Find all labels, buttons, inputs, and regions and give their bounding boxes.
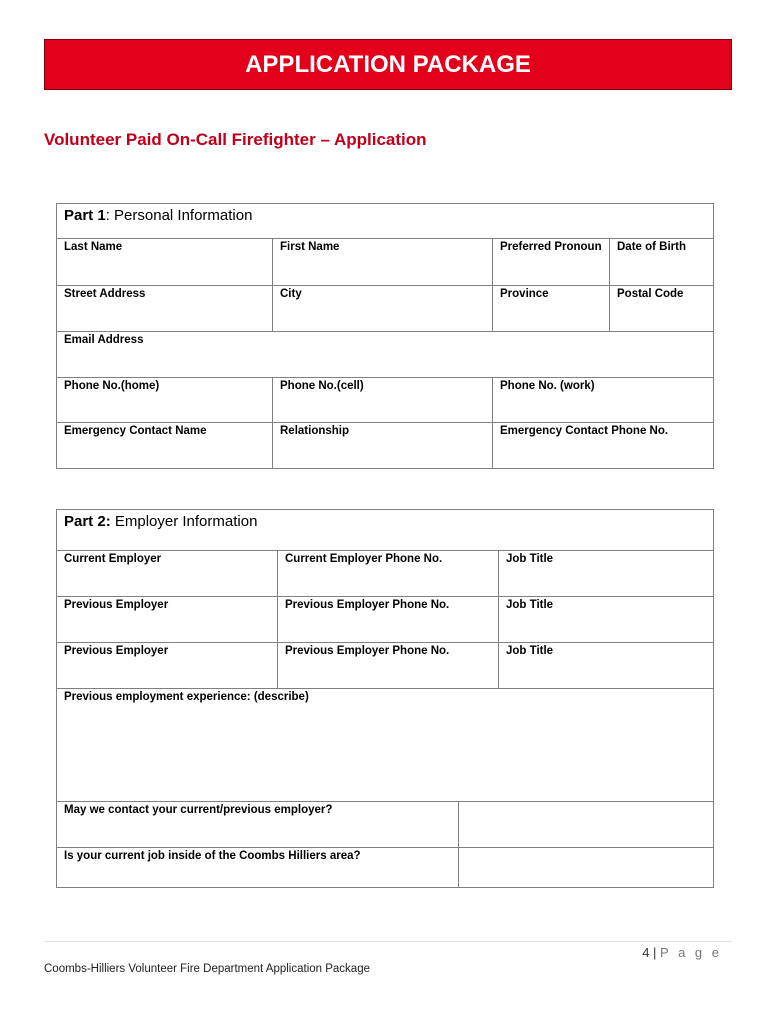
may-we-contact-label: May we contact your current/previous employer?	[57, 802, 459, 848]
relationship-field[interactable]: Relationship	[273, 423, 493, 469]
previous-employer-phone-field[interactable]: Previous Employer Phone No.	[278, 597, 499, 643]
phone-work-field[interactable]: Phone No. (work)	[493, 378, 714, 423]
previous-experience-field[interactable]: Previous employment experience: (describe)	[57, 689, 714, 802]
employer-information-table	[56, 509, 714, 802]
previous-job-title-field-2[interactable]: Job Title	[499, 643, 714, 689]
phone-cell-field[interactable]: Phone No.(cell)	[273, 378, 493, 423]
may-we-contact-answer[interactable]	[459, 802, 714, 848]
city-field[interactable]: City	[273, 286, 493, 332]
form-subtitle: Volunteer Paid On-Call Firefighter – Application	[44, 130, 427, 149]
job-inside-area-answer[interactable]	[459, 848, 714, 888]
date-of-birth-field[interactable]: Date of Birth	[610, 239, 714, 286]
previous-employer-field[interactable]: Previous Employer	[57, 597, 278, 643]
previous-job-title-field[interactable]: Job Title	[499, 597, 714, 643]
province-field[interactable]: Province	[493, 286, 610, 332]
personal-information-table	[56, 203, 714, 332]
email-address-field[interactable]: Email Address	[57, 332, 714, 378]
current-employer-field[interactable]: Current Employer	[57, 551, 278, 597]
footer-text: Coombs-Hilliers Volunteer Fire Department Application Package	[44, 963, 370, 975]
page-number	[642, 945, 722, 960]
preferred-pronoun-field[interactable]: Preferred Pronoun	[493, 239, 610, 286]
part1-heading: Part 1: Personal Information	[57, 204, 714, 239]
application-package-banner	[44, 39, 732, 90]
contact-information-table	[56, 331, 714, 469]
emergency-contact-phone-field[interactable]: Emergency Contact Phone No.	[493, 423, 714, 469]
page-number-value: 4	[642, 945, 650, 960]
part2-heading: Part 2: Employer Information	[57, 510, 714, 551]
page-word: P a g e	[660, 945, 722, 960]
previous-employer-field-2[interactable]: Previous Employer	[57, 643, 278, 689]
phone-home-field[interactable]: Phone No.(home)	[57, 378, 273, 423]
current-employer-phone-field[interactable]: Current Employer Phone No.	[278, 551, 499, 597]
footer-divider	[44, 941, 732, 942]
previous-employer-phone-field-2[interactable]: Previous Employer Phone No.	[278, 643, 499, 689]
last-name-field[interactable]: Last Name	[57, 239, 273, 286]
employer-questions-table	[56, 801, 714, 888]
postal-code-field[interactable]: Postal Code	[610, 286, 714, 332]
first-name-field[interactable]: First Name	[273, 239, 493, 286]
current-job-title-field[interactable]: Job Title	[499, 551, 714, 597]
emergency-contact-name-field[interactable]: Emergency Contact Name	[57, 423, 273, 469]
job-inside-area-label: Is your current job inside of the Coombs Hilliers area?	[57, 848, 459, 888]
street-address-field[interactable]: Street Address	[57, 286, 273, 332]
banner-title: APPLICATION PACKAGE	[245, 50, 531, 78]
page-separator: |	[649, 945, 661, 960]
